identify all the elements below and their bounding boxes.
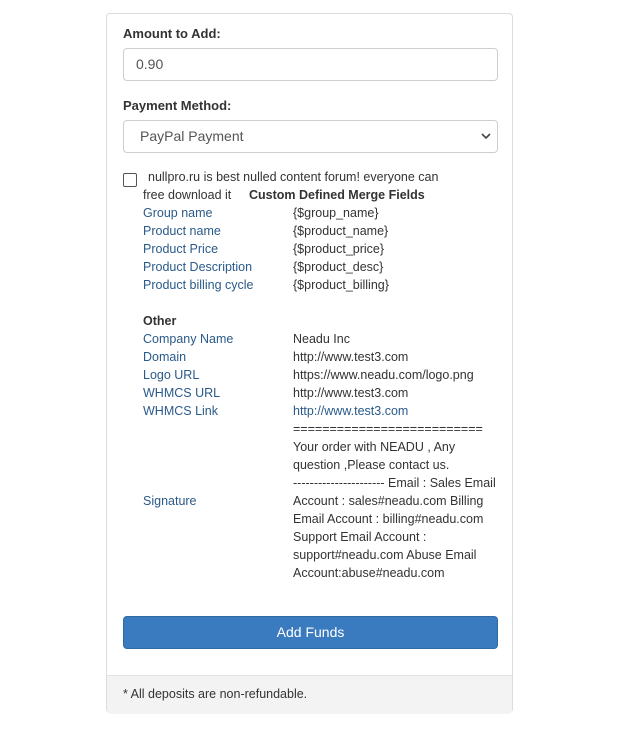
field-value: {$group_name}	[293, 206, 379, 220]
other-section-title: Other	[143, 314, 177, 328]
signature-line: Account : sales#neadu.com Billing	[293, 494, 484, 508]
chevron-down-icon	[481, 132, 491, 140]
field-key: Product billing cycle	[143, 278, 254, 292]
other-key: WHMCS Link	[143, 404, 219, 418]
other-key: Domain	[143, 350, 187, 364]
signature-line: Email Account : billing#neadu.com	[293, 512, 484, 526]
amount-input[interactable]: 0.90	[123, 48, 498, 81]
signature-line: Support Email Account :	[293, 530, 427, 544]
card-footer	[107, 675, 512, 714]
order-line: Your order with NEADU , Any	[293, 440, 456, 454]
other-value: http://www.test3.com	[293, 350, 409, 364]
other-value: Neadu Inc	[293, 332, 350, 346]
field-value: {$product_desc}	[293, 260, 384, 274]
other-key: Company Name	[143, 332, 234, 346]
amount-label: Amount to Add:	[123, 26, 221, 41]
other-key: Logo URL	[143, 368, 200, 382]
signature-key: Signature	[143, 494, 197, 508]
signature-line: Account:abuse#neadu.com	[293, 566, 445, 580]
add-funds-button[interactable]: Add Funds	[123, 616, 498, 649]
other-value: https://www.neadu.com/logo.png	[293, 368, 474, 382]
payment-method-select[interactable]	[123, 120, 498, 153]
field-key: Product Price	[143, 242, 219, 256]
add-funds-card	[106, 13, 513, 713]
non-refundable-note: * All deposits are non-refundable.	[123, 687, 308, 701]
whmcs-link[interactable]: http://www.test3.com	[293, 404, 409, 418]
signature-line: ---------------------- Email : Sales Email	[293, 476, 496, 490]
notice-line-1: nullpro.ru is best nulled content forum! everyone can	[148, 170, 439, 184]
field-value: {$product_price}	[293, 242, 385, 256]
payment-method-value: PayPal Payment	[140, 128, 244, 144]
signature-line: support#neadu.com Abuse Email	[293, 548, 477, 562]
other-key: WHMCS URL	[143, 386, 221, 400]
field-key: Group name	[143, 206, 213, 220]
field-value: {$product_billing}	[293, 278, 389, 292]
notice-line-2: free download it	[143, 188, 232, 202]
payment-method-label: Payment Method:	[123, 98, 232, 113]
other-value: http://www.test3.com	[293, 386, 409, 400]
field-key: Product Description	[143, 260, 253, 274]
merge-fields-title: Custom Defined Merge Fields	[249, 188, 425, 202]
divider-text: ==========================	[293, 422, 483, 436]
field-value: {$product_name}	[293, 224, 389, 238]
field-key: Product name	[143, 224, 221, 238]
order-line: question ,Please contact us.	[293, 458, 450, 472]
agree-checkbox[interactable]	[123, 173, 137, 187]
